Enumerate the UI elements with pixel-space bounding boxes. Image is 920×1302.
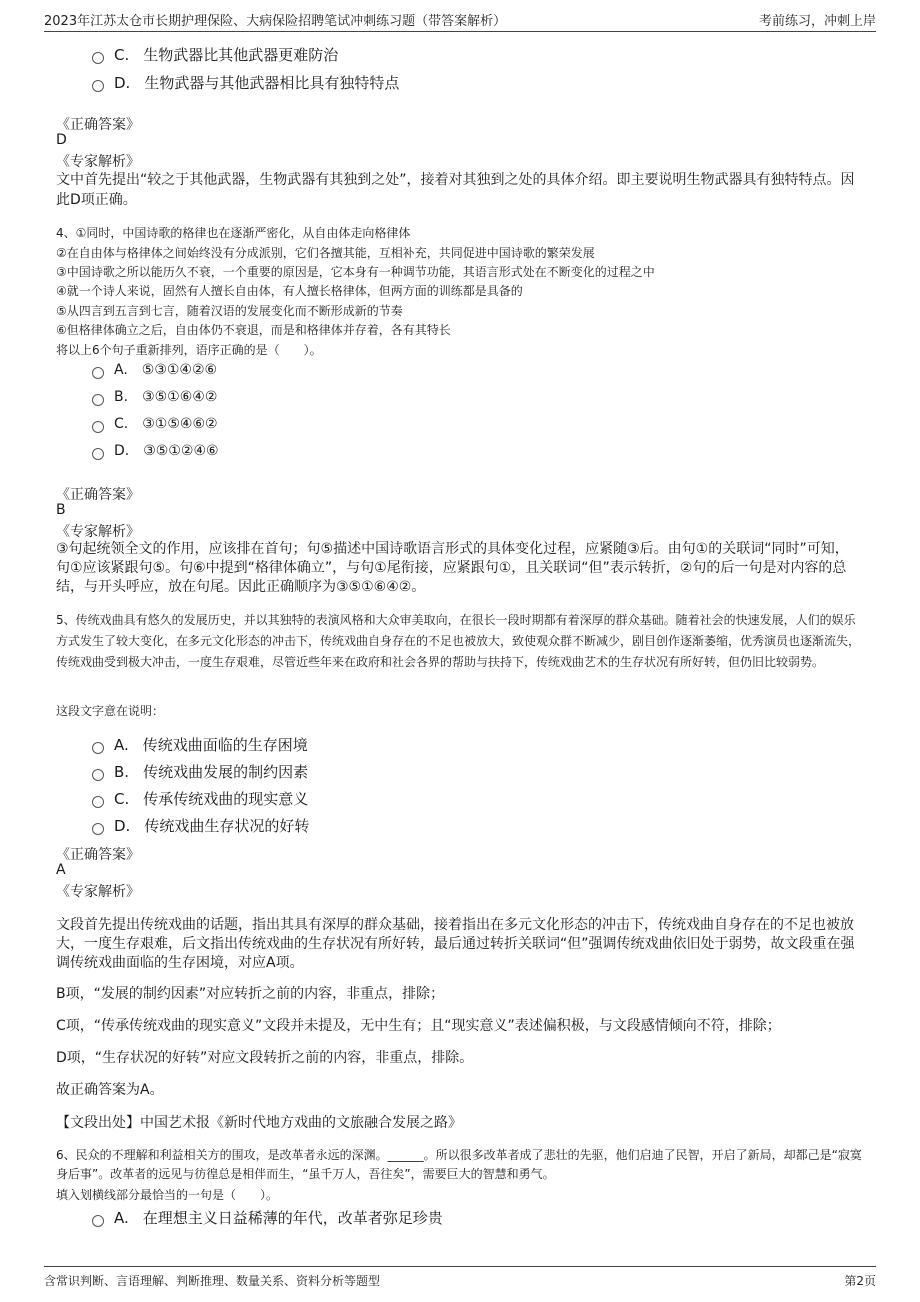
q4-analysis-label: 《专家解析》 [56,524,140,540]
q5-note-d: D项，“生存状况的好转”对应文段转折之前的内容，非重点，排除。 [56,1050,474,1066]
q5-note-c: C项，“传承传统戏曲的现实意义”文段并未提及，无中生有；且“现实意义”表述偏积极，与文段感情倾向不符，排除； [56,1018,781,1034]
page-number: 第2页 [844,1274,876,1288]
radio-icon[interactable] [92,394,104,406]
q3-answer: D [56,132,67,148]
q6-ask: 填入划横线部分最恰当的一句是（ ）。 [56,1188,279,1202]
option-letter: C. [114,789,130,808]
option-text: 在理想主义日益稀薄的年代，改革者弥足珍贵 [142,1209,443,1227]
option-letter: C. [114,416,129,432]
q4-line-6: ⑥但格律体确立之后，自由体仍不衰退，而是和格律体并存着，各有其特长 [56,323,451,337]
radio-icon[interactable] [92,448,104,460]
q4-line-1: 4、①同时，中国诗歌的格律也在逐渐严密化，从自由体走向格律体 [56,226,411,240]
q5-note-b: B项，“发展的制约因素”对应转折之前的内容，非重点，排除； [56,986,445,1002]
q3-option-d[interactable] [92,72,399,93]
q5-option-c[interactable] [92,788,308,809]
radio-icon[interactable] [92,823,104,835]
option-letter: A. [114,1208,129,1227]
q6-option-a[interactable] [92,1207,443,1228]
q4-analysis: ③句起统领全文的作用，应该排在首句；句⑤描述中国诗歌语言形式的具体变化过程，应紧随③后。由句①的关联词“同时”可知，句①应该紧跟句⑤。句⑥中提到“格律体确立”，与句①尾衔接，应紧跟句①，且关联词“但”表示转折，②句的后一句是对内容的总结，与开头呼应，放在句尾。因此正确顺序为③⑤①⑥④②。 [56,541,849,595]
radio-icon[interactable] [92,80,104,92]
q5-option-d[interactable] [92,815,309,836]
q5-option-a[interactable] [92,734,308,755]
q6-stem: 6、民众的不理解和利益相关方的围攻，是改革者永远的深渊。______。所以很多改革者成了悲壮的先驱，他们启迪了民智，开启了新局，却都己是“寂寞身后事”。改革者的远见与彷徨总是相伴而生，“虽千万人，吾往矣”，需要巨大的智慧和勇气。 [56,1148,862,1181]
q3-answer-label: 《正确答案》 [56,117,140,133]
radio-icon[interactable] [92,421,104,433]
option-letter: D. [114,443,130,459]
q4-option-c[interactable] [92,416,218,432]
radio-icon[interactable] [92,1215,104,1227]
footer-text: 含常识判断、言语理解、判断推理、数量关系、资料分析等题型 [44,1274,381,1288]
q4-option-a[interactable] [92,362,217,378]
q5-conclusion: 故正确答案为A。 [56,1082,164,1098]
q5-option-b[interactable] [92,761,308,782]
q5-analysis-label: 《专家解析》 [56,884,140,900]
option-letter: A. [114,362,128,378]
option-letter: B. [114,762,130,781]
option-text: 生物武器比其他武器更难防治 [143,46,339,64]
page-header [0,0,920,32]
document-title: 2023年江苏太仓市长期护理保险、大病保险招聘笔试冲刺练习题（带答案解析） [44,14,507,29]
option-letter: B. [114,389,129,405]
q4-line-3: ③中国诗歌之所以能历久不衰，一个重要的原因是，它本身有一种调节功能，其语言形式处在不断变化的过程之中 [56,265,655,279]
option-text: ⑤③①④②⑥ [141,362,218,378]
q4-option-d[interactable] [92,443,219,459]
q5-stem: 5、传统戏曲具有悠久的发展历史，并以其独特的表演风格和大众审美取向，在很长一段时期都有着深厚的群众基础。随着社会的快速发展，人们的娱乐方式发生了较大变化，在多元文化形态的冲击下，传统戏曲自身存在的不足也被放大，致使观众群不断减少，剧目创作逐渐萎缩，优秀演员也逐渐流失，传统戏曲受到极大冲击，一度生存艰难，尽管近些年来在政府和社会各界的帮助与扶持下，传统戏曲艺术的生存状况有所好转，但仍旧比较弱势。 [56,613,861,669]
option-text: 传统戏曲发展的制约因素 [143,763,309,781]
option-letter: C. [114,45,130,64]
q3-option-c[interactable] [92,44,338,65]
option-text: 传统戏曲生存状况的好转 [144,817,310,835]
q4-prompt: 将以上6个句子重新排列，语序正确的是（ ）。 [56,343,322,357]
header-divider [44,31,876,32]
q4-answer-label: 《正确答案》 [56,487,140,503]
q3-analysis-label: 《专家解析》 [56,154,140,170]
option-letter: D. [114,816,131,835]
option-text: ③⑤①⑥④② [142,389,218,405]
radio-icon[interactable] [92,52,104,64]
option-text: 传承传统戏曲的现实意义 [143,790,309,808]
radio-icon[interactable] [92,796,104,808]
option-letter: D. [114,73,131,92]
option-letter: A. [114,735,129,754]
q4-answer: B [56,502,66,518]
q5-source: 【文段出处】中国艺术报《新时代地方戏曲的文旅融合发展之路》 [56,1115,462,1131]
radio-icon[interactable] [92,742,104,754]
option-text: 传统戏曲面临的生存困境 [142,736,308,754]
q5-ask: 这段文字意在说明： [56,704,165,718]
q4-line-4: ④就一个诗人来说，固然有人擅长自由体，有人擅长格律体，但两方面的训练都是具备的 [56,284,523,298]
footer-divider [44,1266,876,1267]
q5-answer-label: 《正确答案》 [56,847,140,863]
q5-answer: A [56,862,66,878]
option-text: 生物武器与其他武器相比具有独特特点 [144,74,400,92]
q4-line-5: ⑤从四言到五言到七言，随着汉语的发展变化而不断形成新的节奏 [56,304,403,318]
radio-icon[interactable] [92,769,104,781]
header-slogan: 考前练习，冲刺上岸 [758,14,876,29]
option-text: ③①⑤④⑥② [142,416,218,432]
q5-analysis: 文段首先提出传统戏曲的话题，指出其具有深厚的群众基础，接着指出在多元文化形态的冲击下，传统戏曲自身存在的不足也被放大，一度生存艰难，后文指出传统戏曲的生存状况有所好转，最后通过转折关联词“但”强调传统戏曲依旧处于弱势，故文段重在强调传统戏曲面临的生存困境，对应A项。 [56,917,855,971]
radio-icon[interactable] [92,367,104,379]
q4-option-b[interactable] [92,389,217,405]
q3-analysis: 文中首先提出“较之于其他武器，生物武器有其独到之处”，接着对其独到之处的具体介绍。即主要说明生物武器具有独特特点。因此D项正确。 [56,172,855,208]
q4-line-2: ②在自由体与格律体之间始终没有分成派别，它们各擅其能，互相补充，共同促进中国诗歌的繁荣发展 [56,246,595,260]
option-text: ③⑤①②④⑥ [143,443,219,459]
